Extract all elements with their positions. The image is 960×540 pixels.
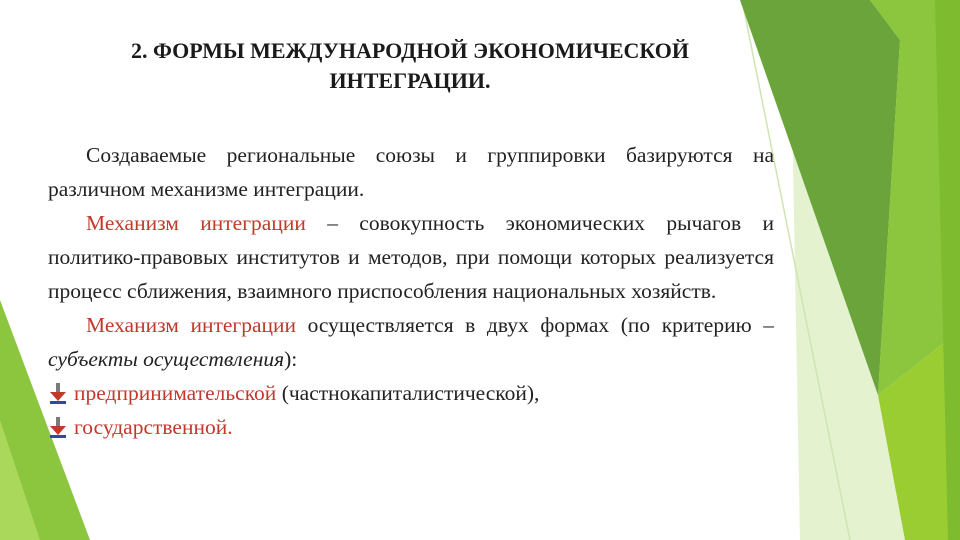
paragraph-1 xyxy=(48,138,774,206)
paragraph-2-term: Механизм интеграции xyxy=(86,211,306,235)
paragraph-3-text: осуществляется в двух формах (по критерию – xyxy=(296,313,774,337)
slide-title xyxy=(40,36,780,96)
paragraph-3-term: Механизм интеграции xyxy=(86,313,297,337)
paragraph-3-end: ): xyxy=(284,347,298,371)
list-item xyxy=(48,376,774,410)
list-item-term: государственной. xyxy=(74,415,233,439)
bullet-arrow-icon xyxy=(48,381,68,405)
title-line-2: ИНТЕГРАЦИИ. xyxy=(329,68,491,93)
paragraph-3 xyxy=(48,308,774,376)
list-item-text: (частнокапиталистической), xyxy=(276,381,540,405)
paragraph-2-text: – совокупность экономических рычагов и политико-правовых институтов и методов, при помощи которых реализуется процесс сближения, взаимного приспособления национальных хозяйств. xyxy=(48,211,774,303)
paragraph-3-italic: субъекты осуществления xyxy=(48,347,285,371)
list-item-term: предпринимательской xyxy=(74,381,277,405)
paragraph-1-text: Создаваемые региональные союзы и группировки базируются на различном механизме интеграции. xyxy=(48,143,774,201)
bullet-arrow-icon xyxy=(48,415,68,439)
title-line-1: 2. ФОРМЫ МЕЖДУНАРОДНОЙ ЭКОНОМИЧЕСКОЙ xyxy=(130,38,690,63)
paragraph-2 xyxy=(48,206,774,308)
list-item xyxy=(48,410,774,444)
slide-body xyxy=(48,138,774,444)
